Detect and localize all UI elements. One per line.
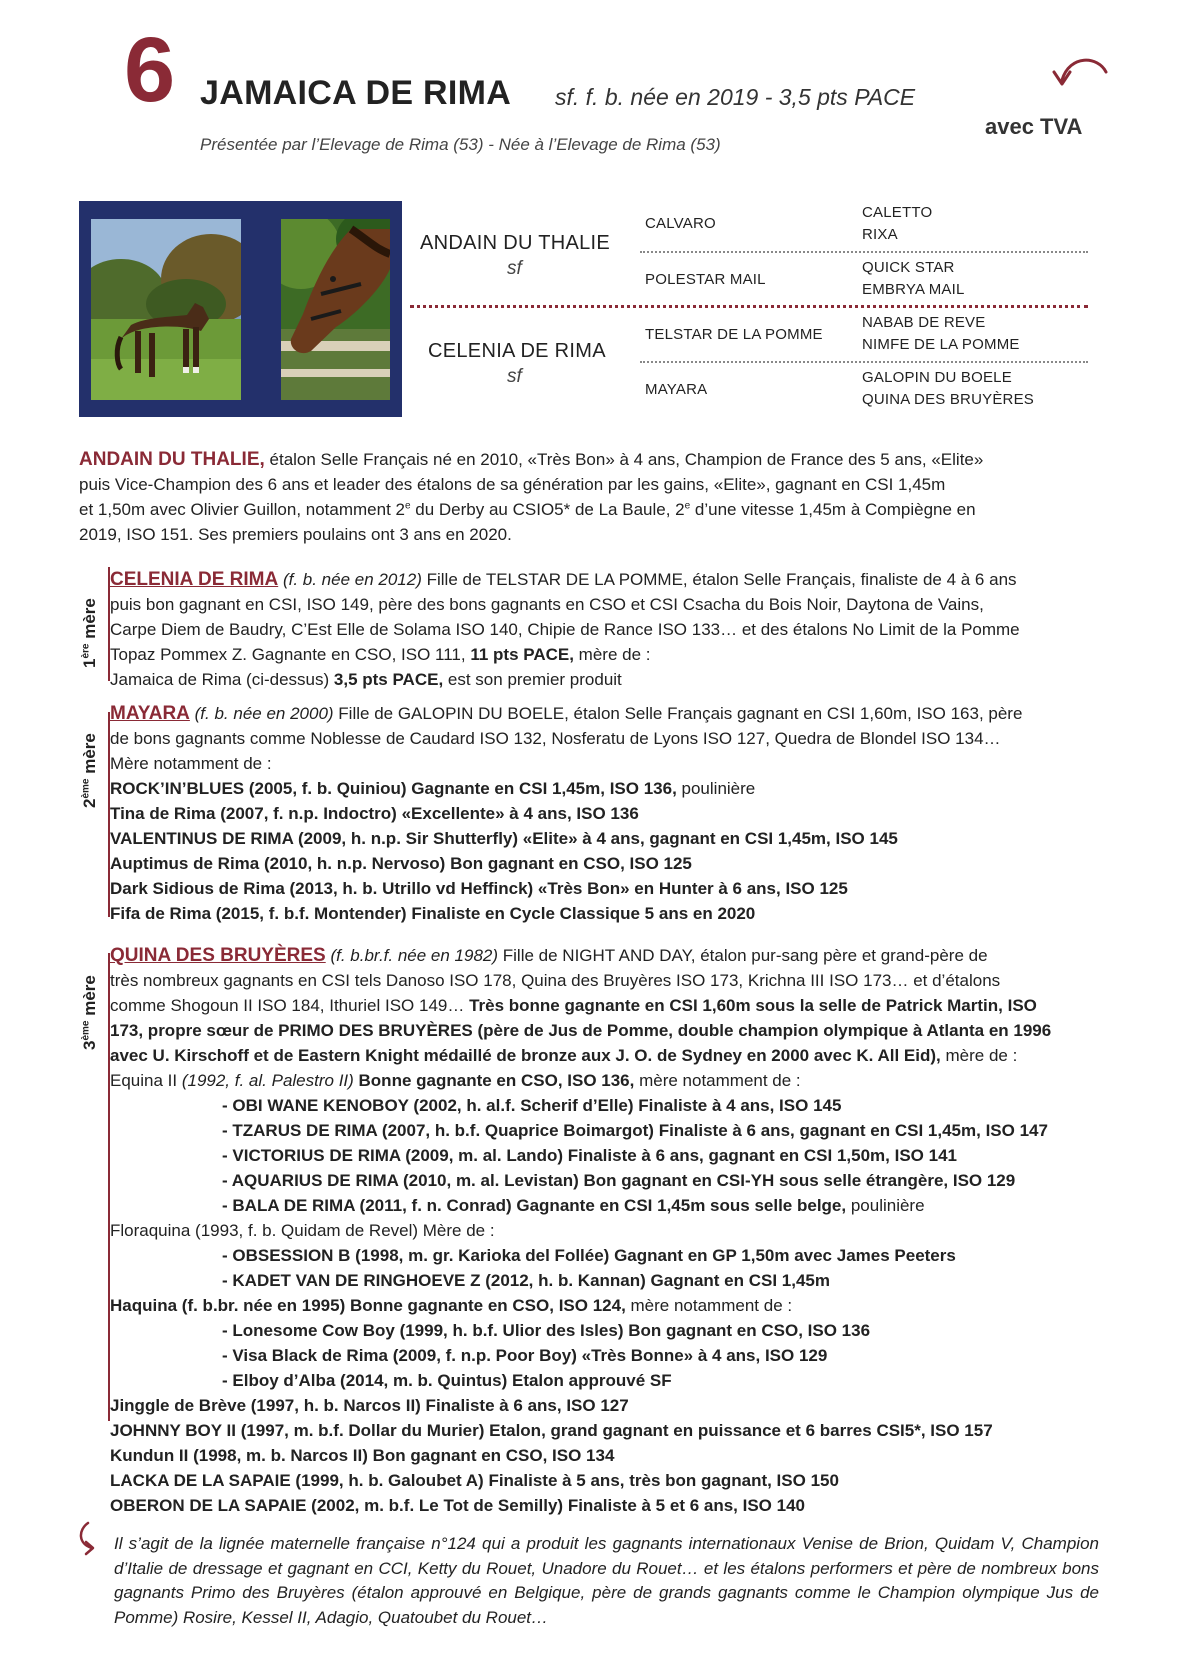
- mere3-line: comme Shogoun II ISO 184, Ithuriel ISO 149… Très bonne gagnante en CSI 1,60m sous la selle de Patrick Martin, ISO: [110, 996, 1037, 1015]
- mere2-line: Mère notamment de :: [110, 754, 272, 773]
- mere3-product: - Lonesome Cow Boy (1999, h. b.f. Ulior des Isles) Bon gagnant en CSO, ISO 136: [222, 1321, 871, 1340]
- mere1-name: CELENIA DE RIMA: [110, 569, 279, 590]
- sire-text-line: 2019, ISO 151. Ses premiers poulains ont 3 ans en 2020.: [79, 525, 512, 544]
- pedigree-sire-breed: sf: [507, 258, 522, 279]
- pedigree-g7: GALOPIN DU BOELE: [862, 369, 1012, 386]
- mere3-offspring: LACKA DE LA SAPAIE (1999, h. b. Galoubet A) Finaliste à 5 ans, très bon gagnant, ISO 150: [110, 1471, 839, 1490]
- maternal-line-note: Il s’agit de la lignée maternelle française n°124 qui a produit les gagnants internationaux Venise de Brion, Quidam V, Champion d’Italie de dressage et gagnant en CCI, Ketty du Rouet, Unadore du Rouet… et les étalons performers et père de nombreux bons gagnants Primo des Bruyères (étalon approuvé en Belgique, père de grands gagnants comme le Champion olympique Jus de Pomme) Rosire, Kessel II, Adagio, Quatoubet du Rouet…: [114, 1534, 1099, 1627]
- pedigree-sire: ANDAIN DU THALIE: [420, 232, 611, 254]
- mere2-product: Auptimus de Rima (2010, h. n.p. Nervoso) Bon gagnant en CSO, ISO 125: [110, 854, 692, 873]
- mere2-line: de bons gagnants comme Noblesse de Caudard ISO 132, Nosferatu de Lyons ISO 127, Quedra de Blondel ISO 134…: [110, 729, 1001, 748]
- mere3-daughter: Haquina (f. b.br. née en 1995) Bonne gagnante en CSO, ISO 124, mère notamment de :: [110, 1296, 793, 1315]
- pedigree-g3: QUICK STAR: [862, 259, 955, 276]
- mere1-line: Carpe Diem de Baudry, C’Est Elle de Solama ISO 140, Chipie de Rance ISO 133… et des étalons No Limit de la Pomme: [110, 620, 1020, 639]
- pedigree-g5: NABAB DE REVE: [862, 314, 986, 331]
- mere2-label: 2ème mère: [80, 733, 99, 808]
- mere3-line: QUINA DES BRUYÈRES (f. b.br.f. née en 1982) Fille de NIGHT AND DAY, étalon pur-sang père et grand-père de: [110, 945, 988, 966]
- mere1-label: 1ère mère: [80, 598, 99, 668]
- mere3-daughter: Floraquina (1993, f. b. Quidam de Revel) Mère de :: [110, 1221, 495, 1240]
- mere3-product: - VICTORIUS DE RIMA (2009, m. al. Lando) Finaliste à 6 ans, gagnant en CSI 1,50m, ISO 141: [222, 1146, 957, 1165]
- sire-text-line: et 1,50m avec Olivier Guillon, notamment 2e du Derby au CSIO5* de La Baule, 2e d’une vitesse 1,45m à Compiègne en: [79, 500, 976, 519]
- photo-frame: [79, 201, 402, 417]
- curved-arrow-icon: [72, 1520, 106, 1556]
- horse-photo-standing: [91, 219, 241, 400]
- pedigree-g2: RIXA: [862, 226, 898, 243]
- mere2-product: Dark Sidious de Rima (2013, h. b. Utrillo vd Heffinck) «Très Bon» en Hunter à 6 ans, ISO 125: [110, 879, 848, 898]
- pedigree-divider-main: [410, 305, 1088, 308]
- pedigree-dam-dam: MAYARA: [645, 381, 708, 398]
- pedigree-divider: [640, 251, 1088, 253]
- sire-text-name: ANDAIN DU THALIE,: [79, 449, 265, 470]
- mere2-product: Fifa de Rima (2015, f. b.f. Montender) Finaliste en Cycle Classique 5 ans en 2020: [110, 904, 756, 923]
- pedigree-sire-dam: POLESTAR MAIL: [645, 271, 766, 288]
- mere3-product: - OBSESSION B (1998, m. gr. Karioka del Follée) Gagnant en GP 1,50m avec James Peeters: [222, 1246, 956, 1265]
- horse-photo-head: [281, 219, 390, 400]
- pedigree-divider: [640, 361, 1088, 363]
- mere1-line: Topaz Pommex Z. Gagnante en CSO, ISO 111, 11 pts PACE, mère de :: [110, 645, 651, 664]
- pedigree-g6: NIMFE DE LA POMME: [862, 336, 1020, 353]
- pedigree-dam: CELENIA DE RIMA: [428, 340, 606, 362]
- mere3-product: - TZARUS DE RIMA (2007, h. b.f. Quaprice Boimargot) Finaliste à 6 ans, gagnant en CSI 1,45m, ISO 147: [222, 1121, 1048, 1140]
- mere3-product: - OBI WANE KENOBOY (2002, h. al.f. Scherif d’Elle) Finaliste à 4 ans, ISO 145: [222, 1096, 842, 1115]
- mere3-offspring: Kundun II (1998, m. b. Narcos II) Bon gagnant en CSO, ISO 134: [110, 1446, 615, 1465]
- pedigree-g1: CALETTO: [862, 204, 933, 221]
- presented-by: Présentée par l’Elevage de Rima (53) - Née à l’Elevage de Rima (53): [200, 135, 721, 154]
- pedigree-sire-sire: CALVARO: [645, 215, 716, 232]
- mere2-product: Tina de Rima (2007, f. n.p. Indoctro) «Excellente» à 4 ans, ISO 136: [110, 804, 639, 823]
- sire-text-line: ANDAIN DU THALIE, étalon Selle Français né en 2010, «Très Bon» à 4 ans, Champion de France des 5 ans, «Elite»: [79, 449, 984, 470]
- horse-name: JAMAICA DE RIMA: [200, 74, 512, 112]
- tva-note: avec TVA: [985, 114, 1083, 139]
- mere2-product: VALENTINUS DE RIMA (2009, h. n.p. Sir Shutterfly) «Elite» à 4 ans, gagnant en CSI 1,45m, ISO 145: [110, 829, 898, 848]
- mere3-offspring: OBERON DE LA SAPAIE (2002, m. b.f. Le Tot de Semilly) Finaliste à 5 et 6 ans, ISO 140: [110, 1496, 805, 1515]
- pedigree-g4: EMBRYA MAIL: [862, 281, 965, 298]
- curved-arrow-icon: [1040, 50, 1110, 110]
- mere1-line: puis bon gagnant en CSI, ISO 149, père des bons gagnants en CSO et CSI Csacha du Bois Noir, Daytona de Vains,: [110, 595, 984, 614]
- mere3-product: - KADET VAN DE RINGHOEVE Z (2012, h. b. Kannan) Gagnant en CSI 1,45m: [222, 1271, 831, 1290]
- mere3-offspring: JOHNNY BOY II (1997, m. b.f. Dollar du Murier) Etalon, grand gagnant en puissance et 6 barres CSI5*, ISO 157: [110, 1421, 993, 1440]
- mere3-product: - BALA DE RIMA (2011, f. n. Conrad) Gagnante en CSI 1,45m sous selle belge, poulinière: [222, 1196, 925, 1215]
- pedigree-dam-sire: TELSTAR DE LA POMME: [645, 326, 823, 343]
- mere3-label: 3ème mère: [80, 975, 99, 1050]
- mere3-product: - AQUARIUS DE RIMA (2010, m. al. Levistan) Bon gagnant en CSI-YH sous selle étrangère, ISO 129: [222, 1171, 1016, 1190]
- mere3-name: QUINA DES BRUYÈRES: [110, 945, 326, 966]
- mere2-line: MAYARA (f. b. née en 2000) Fille de GALOPIN DU BOELE, étalon Selle Français gagnant en CSI 1,60m, ISO 163, père: [110, 703, 1023, 724]
- mere3-product: - Elboy d’Alba (2014, m. b. Quintus) Etalon approuvé SF: [222, 1371, 672, 1390]
- horse-subtitle: sf. f. b. née en 2019 - 3,5 pts PACE: [555, 84, 916, 110]
- mere3-product: - Visa Black de Rima (2009, f. n.p. Poor Boy) «Très Bonne» à 4 ans, ISO 129: [222, 1346, 828, 1365]
- pedigree-g8: QUINA DES BRUYÈRES: [862, 391, 1034, 408]
- mere3-line: très nombreux gagnants en CSI tels Danoso ISO 178, Quina des Bruyères ISO 173, Krichna III ISO 173… et d’étalons: [110, 971, 1001, 990]
- pedigree-dam-breed: sf: [507, 366, 522, 387]
- mere3-line: 173, propre sœur de PRIMO DES BRUYÈRES (père de Jus de Pomme, double champion olympique à Atlanta en 1996: [110, 1021, 1052, 1040]
- mere3-daughter: Equina II (1992, f. al. Palestro II) Bonne gagnante en CSO, ISO 136, mère notamment de :: [110, 1071, 801, 1090]
- mere2-product: ROCK’IN’BLUES (2005, f. b. Quiniou) Gagnante en CSI 1,45m, ISO 136, poulinière: [110, 779, 756, 798]
- sire-text-line: puis Vice-Champion des 6 ans et leader des étalons de sa génération par les gains, «Elite», gagnant en CSI 1,45m: [79, 475, 946, 494]
- mere3-offspring: Jinggle de Brève (1997, h. b. Narcos II) Finaliste à 6 ans, ISO 127: [110, 1396, 629, 1415]
- mere1-line: CELENIA DE RIMA (f. b. née en 2012) Fille de TELSTAR DE LA POMME, étalon Selle Français, finaliste de 4 à 6 ans: [110, 569, 1017, 590]
- lot-number: 6: [124, 19, 174, 121]
- mere3-line: avec U. Kirschoff et de Eastern Knight médaillé de bronze aux J. O. de Sydney en 2000 avec K. All Eid), mère de :: [110, 1046, 1018, 1065]
- mere1-line: Jamaica de Rima (ci-dessus) 3,5 pts PACE, est son premier produit: [110, 670, 622, 689]
- mere2-name: MAYARA: [110, 703, 190, 724]
